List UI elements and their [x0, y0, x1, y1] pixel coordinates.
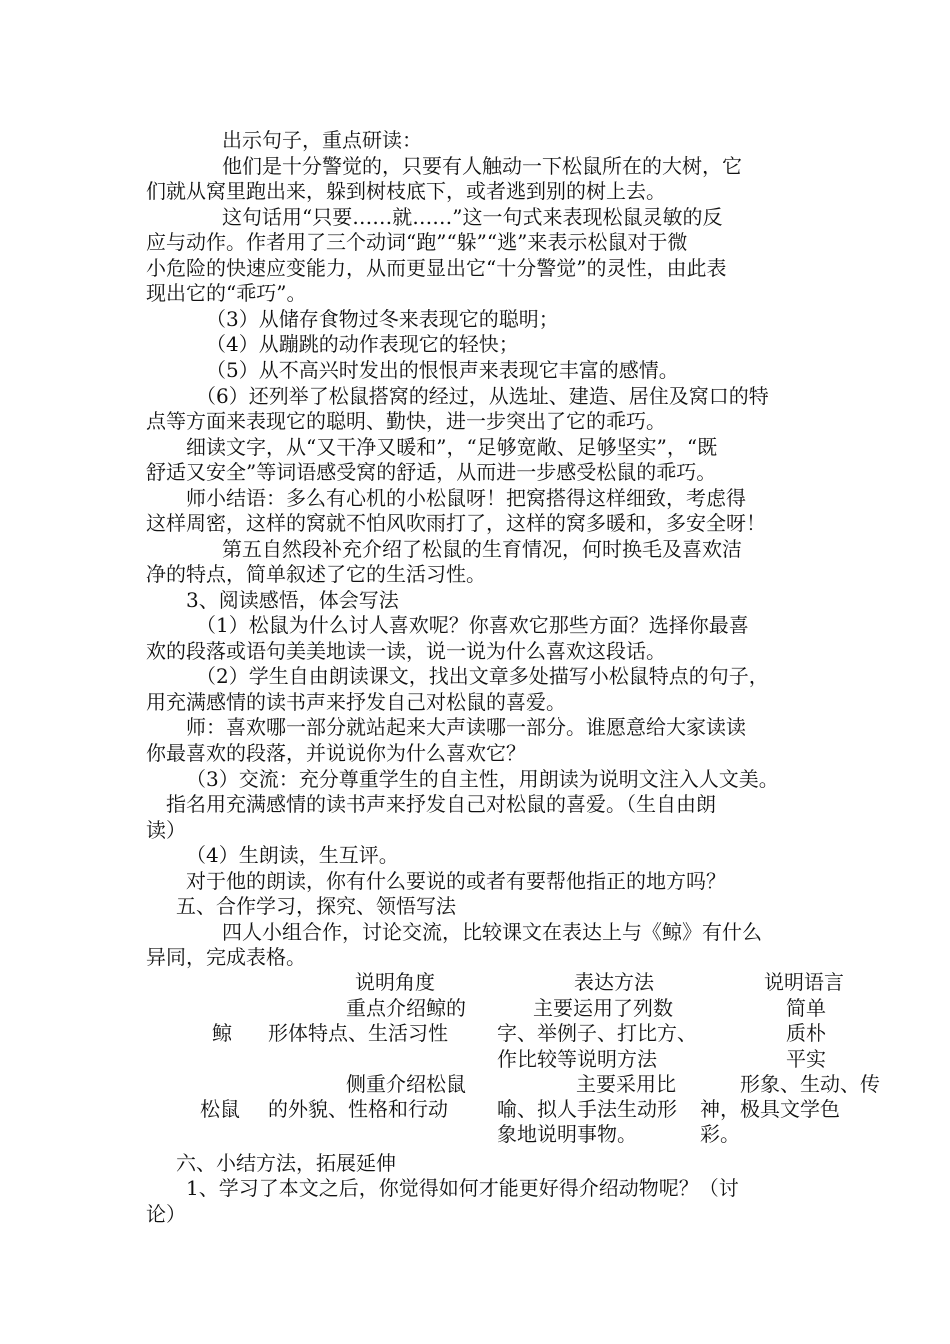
text-line: 第五自然段补充介绍了松鼠的生育情况，何时换毛及喜欢洁 — [222, 537, 742, 561]
text-line: 欢的段落或语句美美地读一读，说一说为什么喜欢这段话。 — [146, 639, 666, 663]
table-cell: 象地说明事物。 — [497, 1122, 637, 1146]
table-header-angle: 说明角度 — [355, 970, 435, 994]
table-header-method: 表达方法 — [574, 970, 654, 994]
text-line: 3、阅读感悟，体会写法 — [186, 588, 399, 612]
text-line: （4）生朗读，生互评。 — [186, 843, 399, 867]
text-line: 点等方面来表现它的聪明、勤快，进一步突出了它的乖巧。 — [146, 409, 666, 433]
text-line: 你最喜欢的段落，并说说你为什么喜欢它？ — [146, 741, 526, 765]
text-line: 这样周密，这样的窝就不怕风吹雨打了，这样的窝多暖和，多安全呀！ — [146, 511, 766, 535]
text-line: 读） — [146, 818, 186, 842]
text-line: 现出它的“乖巧”。 — [146, 281, 307, 305]
text-line: 用充满感情的读书声来抒发自己对松鼠的喜爱。 — [146, 690, 566, 714]
text-line: 师小结语：多么有心机的小松鼠呀！把窝搭得这样细致，考虑得 — [186, 486, 746, 510]
table-cell: 简单 — [786, 996, 826, 1020]
text-line: 小危险的快速应变能力，从而更显出它“十分警觉”的灵性，由此表 — [146, 256, 727, 280]
table-header-language: 说明语言 — [764, 970, 844, 994]
table-cell: 主要采用比 — [576, 1072, 676, 1096]
table-cell: 侧重介绍松鼠 — [346, 1072, 466, 1096]
table-cell: 形体特点、生活习性 — [268, 1021, 448, 1045]
text-line: 论） — [146, 1202, 186, 1226]
text-line: 异同，完成表格。 — [146, 945, 306, 969]
text-line: 指名用充满感情的读书声来抒发自己对松鼠的喜爱。（生自由朗 — [166, 792, 716, 816]
text-line: （5）从不高兴时发出的恨恨声来表现它丰富的感情。 — [206, 358, 679, 382]
text-line: 1、学习了本文之后，你觉得如何才能更好得介绍动物呢？（讨 — [186, 1176, 739, 1200]
text-line: 四人小组合作，讨论交流，比较课文在表达上与《鲸》有什么 — [222, 920, 762, 944]
text-line: 出示句子，重点研读： — [222, 128, 422, 152]
text-line: （3）从储存食物过冬来表现它的聪明； — [206, 307, 559, 331]
text-line: （1）松鼠为什么讨人喜欢呢？你喜欢它那些方面？选择你最喜 — [196, 613, 749, 637]
table-cell: 字、举例子、打比方、 — [497, 1021, 697, 1045]
text-line: 净的特点，简单叙述了它的生活习性。 — [146, 562, 486, 586]
text-line: 六、小结方法，拓展延伸 — [176, 1151, 396, 1175]
table-cell: 主要运用了列数 — [533, 996, 673, 1020]
table-cell: 喻、拟人手法生动形 — [497, 1097, 677, 1121]
text-line: 他们是十分警觉的，只要有人触动一下松鼠所在的大树，它 — [222, 154, 742, 178]
table-cell: 平实 — [786, 1047, 826, 1071]
table-cell: 形象、生动、传 — [740, 1072, 880, 1096]
text-line: 应与动作。作者用了三个动词“跑”“躲”“逃”来表示松鼠对于微 — [146, 230, 688, 254]
table-cell: 彩。 — [700, 1122, 740, 1146]
text-line: 舒适又安全”等词语感受窝的舒适，从而进一步感受松鼠的乖巧。 — [146, 460, 717, 484]
text-line: （6）还列举了松鼠搭窝的经过，从选址、建造、居住及窝口的特 — [196, 384, 769, 408]
text-line: 师：喜欢哪一部分就站起来大声读哪一部分。谁愿意给大家读读 — [186, 715, 746, 739]
text-line: 们就从窝里跑出来，躲到树枝底下，或者逃到别的树上去。 — [146, 179, 666, 203]
text-line: 对于他的朗读，你有什么要说的或者有要帮他指正的地方吗？ — [186, 869, 726, 893]
text-line: （4）从蹦跳的动作表现它的轻快； — [206, 332, 519, 356]
text-line: 细读文字，从“又干净又暖和”，“足够宽敞、足够坚实”，“既 — [186, 435, 718, 459]
text-line: 这句话用“只要……就……”这一句式来表现松鼠灵敏的反 — [222, 205, 723, 229]
text-line: （2）学生自由朗读课文，找出文章多处描写小松鼠特点的句子， — [196, 664, 769, 688]
table-row-label: 鲸 — [212, 1021, 232, 1045]
table-cell: 神，极具文学色 — [700, 1097, 840, 1121]
table-cell: 重点介绍鲸的 — [346, 996, 466, 1020]
table-cell: 质朴 — [786, 1021, 826, 1045]
text-line: （3）交流：充分尊重学生的自主性，用朗读为说明文注入人文美。 — [186, 767, 779, 791]
table-row-label: 松鼠 — [200, 1097, 240, 1121]
table-cell: 的外貌、性格和行动 — [268, 1097, 448, 1121]
table-cell: 作比较等说明方法 — [497, 1047, 657, 1071]
text-line: 五、合作学习，探究、领悟写法 — [176, 894, 456, 918]
